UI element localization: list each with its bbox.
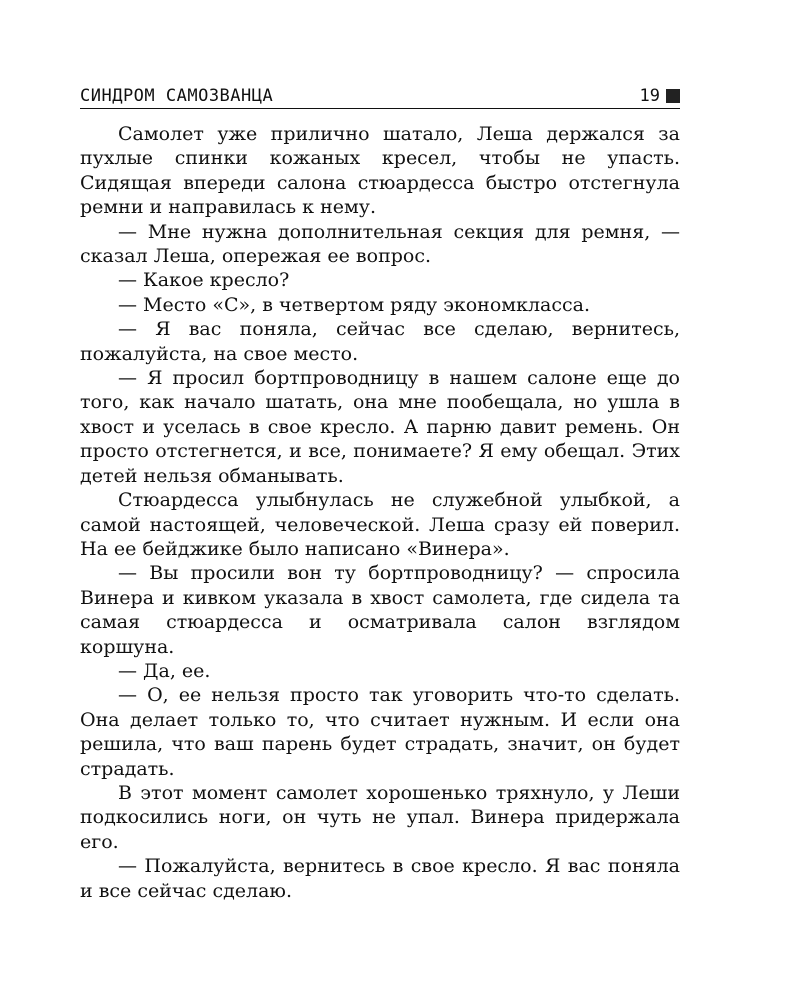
paragraph: Стюардесса улыбнулась не служебной улыбкой, а самой настоящей, человеческой. Леша сразу ей поверил. На ее бейджике было написано «Винера». — [80, 489, 680, 560]
paragraph: В этот момент самолет хорошенько тряхнуло, у Леши подкосились ноги, он чуть не упал. Винера придержала его. — [80, 781, 680, 853]
page-marker-square-icon — [666, 89, 680, 103]
body-text — [80, 122, 680, 903]
paragraph: — Какое кресло? — [118, 269, 290, 292]
paragraph: — Место «С», в четвертом ряду экономкласса. — [118, 293, 590, 316]
page-number: 19 — [639, 86, 660, 106]
running-title: СИНДРОМ САМОЗВАНЦА — [80, 86, 274, 106]
paragraph: — Да, ее. — [118, 659, 211, 682]
paragraph: — Пожалуйста, вернитесь в свое кресло. Я вас поняла и все сейчас сделаю. — [80, 855, 680, 902]
paragraph: — Вы просили вон ту бортпроводницу? — спросила Винера и кивком указала в хвост самолета, где сидела та самая стюардесса и осматривала салон взглядом коршуна. — [80, 562, 680, 658]
paragraph: — Я вас поняла, сейчас все сделаю, вернитесь, пожалуйста, на свое место. — [80, 318, 680, 365]
paragraph: — Мне нужна дополнительная секция для ремня, — сказал Леша, опережая ее вопрос. — [80, 220, 680, 268]
paragraph: Самолет уже прилично шатало, Леша держался за пухлые спинки кожаных кресел, чтобы не упасть. Сидящая впереди салона стюардесса быстро отстегнула ремни и направилась к нему. — [80, 123, 680, 219]
paragraph: — Я просил бортпроводницу в нашем салоне еще до того, как начало шатать, она мне пообещала, но ушла в хвост и уселась в свое кресло. А парню давит ремень. Он просто отстегнется, и все, понимаете? Я ему обещал. Этих детей нельзя обманывать. — [80, 367, 680, 487]
paragraph: — О, ее нельзя просто так уговорить что-то сделать. Она делает только то, что считает нужным. И если она решила, что ваш парень будет страдать, значит, он будет страдать. — [80, 684, 680, 780]
page-header — [80, 86, 680, 109]
page-number-block — [640, 86, 680, 106]
